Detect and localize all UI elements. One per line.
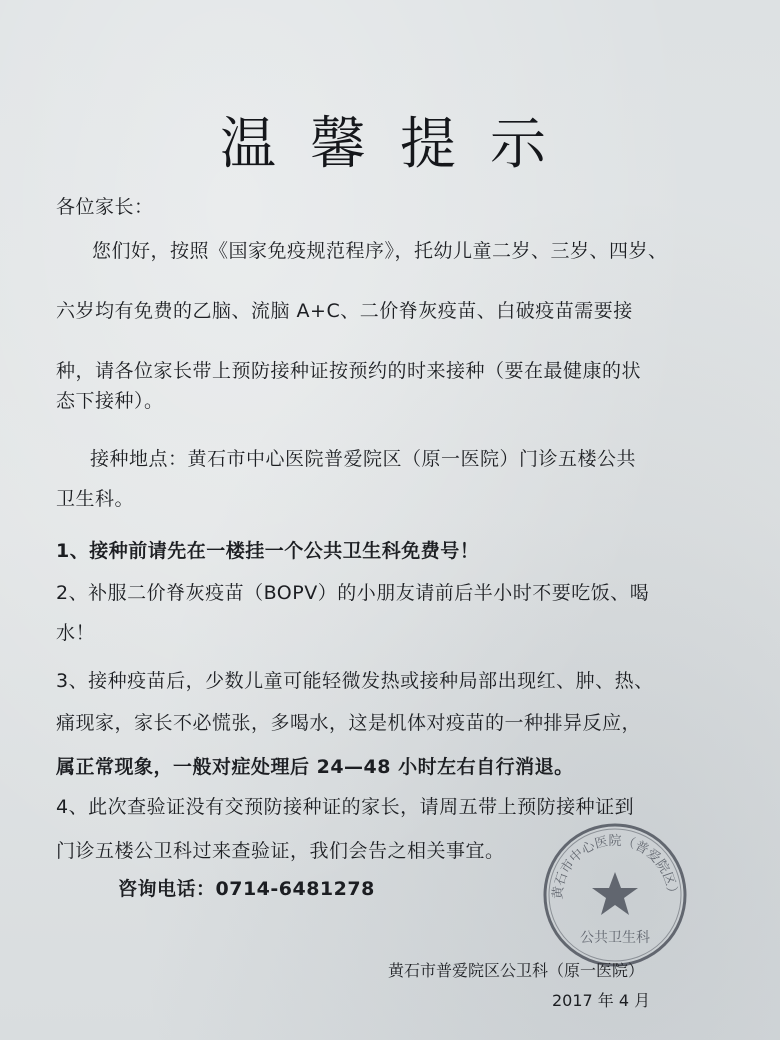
paragraph1-line4: 态下接种）。 <box>56 390 164 412</box>
location-line1: 接种地点：黄石市中心医院普爱院区（原一医院）门诊五楼公共 <box>90 448 637 470</box>
item3-line2: 痛现家，家长不必慌张，多喝水，这是机体对疫苗的一种排异反应， <box>56 712 642 734</box>
star-icon <box>592 872 638 915</box>
notice-title: 温馨提示 <box>220 112 580 177</box>
official-stamp <box>540 820 690 970</box>
paragraph1-line1: 您们好，按照《国家免疫规范程序》，托幼儿童二岁、三岁、四岁、 <box>92 240 668 262</box>
item1: 1、接种前请先在一楼挂一个公共卫生科免费号！ <box>56 540 480 562</box>
signature-date: 2017 年 4 月 <box>552 991 651 1010</box>
paragraph1-line3: 种，请各位家长带上预防接种证按预约的时来接种（要在最健康的状 <box>56 360 642 382</box>
paragraph1-line2: 六岁均有免费的乙脑、流脑 A+C、二价脊灰疫苗、白破疫苗需要接 <box>56 300 633 322</box>
stamp-top-text: 黄石市中心医院（普爱院区） <box>550 834 680 900</box>
item4-line2: 门诊五楼公卫科过来查验证，我们会告之相关事宜。 <box>56 840 505 862</box>
item2-line1: 2、补服二价脊灰疫苗（BOPV）的小朋友请前后半小时不要吃饭、喝 <box>56 582 650 604</box>
consult-phone: 咨询电话：0714-6481278 <box>118 878 375 900</box>
item3-line1: 3、接种疫苗后，少数儿童可能轻微发热或接种局部出现红、肿、热、 <box>56 670 654 692</box>
salutation: 各位家长： <box>56 196 154 218</box>
item3-line3: 属正常现象，一般对症处理后 24—48 小时左右自行消退。 <box>56 756 574 778</box>
stamp-bottom-text: 公共卫生科 <box>580 930 650 946</box>
item2-line2: 水！ <box>56 622 96 644</box>
item4-line1: 4、此次查验证没有交预防接种证的家长，请周五带上预防接种证到 <box>56 796 635 818</box>
signature-org: 黄石市普爱院区公卫科（原一医院） <box>388 961 645 980</box>
location-line2: 卫生科。 <box>56 488 135 510</box>
